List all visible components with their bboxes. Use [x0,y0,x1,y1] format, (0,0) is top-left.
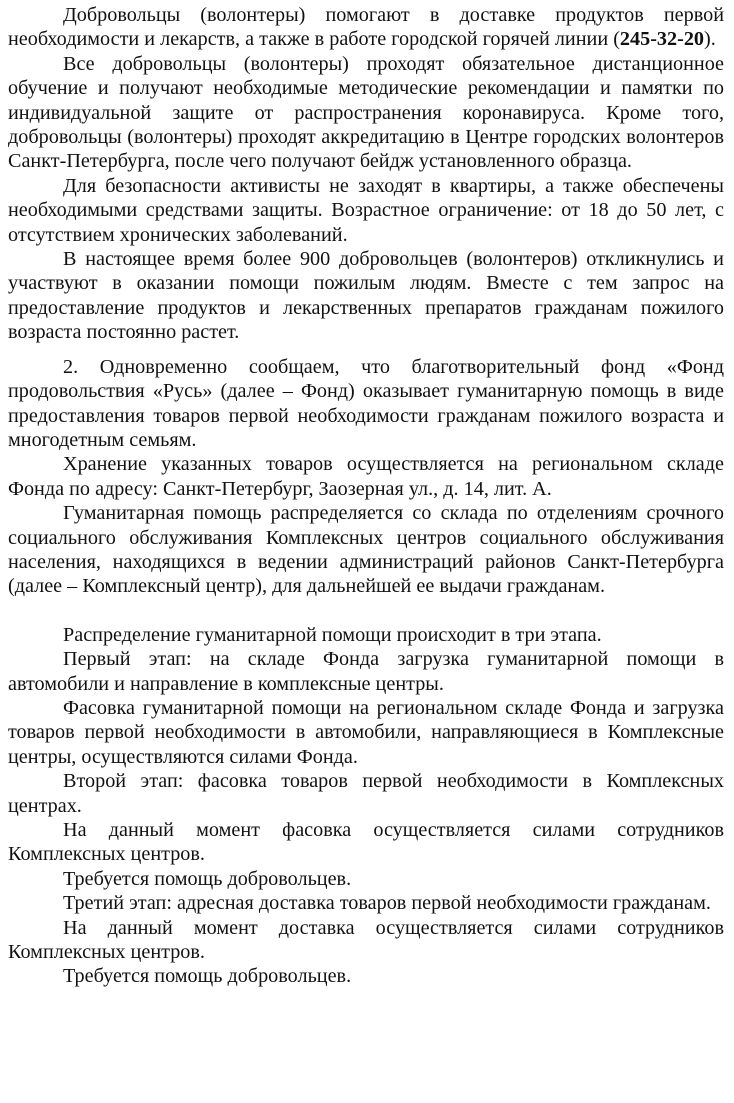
paragraph-packing-centers: На данный момент фасовка осуществляется силами сотрудников Комплексных центров. [8,819,724,866]
hotline-phone: 245-32-20 [619,28,705,51]
paragraph-distribution: Гуманитарная помощь распределяется со склада по отделениям срочного социального обслуживания Комплексных центров социального обслуживания населения, находящихся в ведении администраций районов Санкт-Петербурга (далее – Комплексный центр), для дальнейшей ее выдачи гражданам. [8,502,724,598]
paragraph-safety: Для безопасности активисты не заходят в квартиры, а также обеспечены необходимыми средствами защиты. Возрастное ограничение: от 18 до 50 лет, с отсутствием хронических заболеваний. [8,174,724,246]
paragraph-volunteers-help [8,3,724,52]
paragraph-storage: Хранение указанных товаров осуществляется на региональном складе Фонда по адресу: Санкт-Петербург, Заозерная ул., д. 14, лит. А. [8,453,724,500]
paragraph-text: ). [704,28,716,51]
paragraph-stage-two: Второй этап: фасовка товаров первой необходимости в Комплексных центрах. [8,770,724,817]
paragraph-stage-one: Первый этап: на складе Фонда загрузка гуманитарной помощи в автомобили и направление в комплексные центры. [8,648,724,695]
paragraph-packing-fund: Фасовка гуманитарной помощи на региональном складе Фонда и загрузка товаров первой необходимости в автомобили, направляющиеся в Комплексные центры, осуществляются силами Фонда. [8,696,724,768]
paragraph-food-fund: 2. Одновременно сообщаем, что благотворительный фонд «Фонд продовольствия «Русь» (далее – Фонд) оказывает гуманитарную помощь в виде предоставления товаров первой необходимости гражданам пожилого возраста и многодетным семьям. [8,355,724,451]
paragraph-text: Добровольцы (волонтеры) помогают в доставке продуктов первой необходимости и лекарств, а также в работе городской горячей линии ( [8,4,724,51]
paragraph-help-needed: Требуется помощь добровольцев. [63,867,352,890]
paragraph-stage-three: Третий этап: адресная доставка товаров первой необходимости гражданам. [63,892,711,915]
paragraph-delivery-centers: На данный момент доставка осуществляется силами сотрудников Комплексных центров. [8,916,724,964]
paragraph-help-needed: Требуется помощь добровольцев. [63,965,352,988]
paragraph-training: Все добровольцы (волонтеры) проходят обязательное дистанционное обучение и получают необходимые методические рекомендации и памятки по индивидуальной защите от распространения коронавируса. Кроме того, добровольцы (волонтеры) проходят аккредитацию в Центре городских волонтеров Санкт-Петербурга, после чего получают бейдж установленного образца. [8,52,724,173]
paragraph-volunteer-count: В настоящее время более 900 добровольцев (волонтеров) откликнулись и участвуют в оказании помощи пожилым людям. Вместе с тем запрос на предоставление продуктов и лекарственных препаратов гражданам пожилого возраста постоянно растет. [8,248,724,344]
paragraph-three-stages: Распределение гуманитарной помощи происходит в три этапа. [63,623,602,646]
